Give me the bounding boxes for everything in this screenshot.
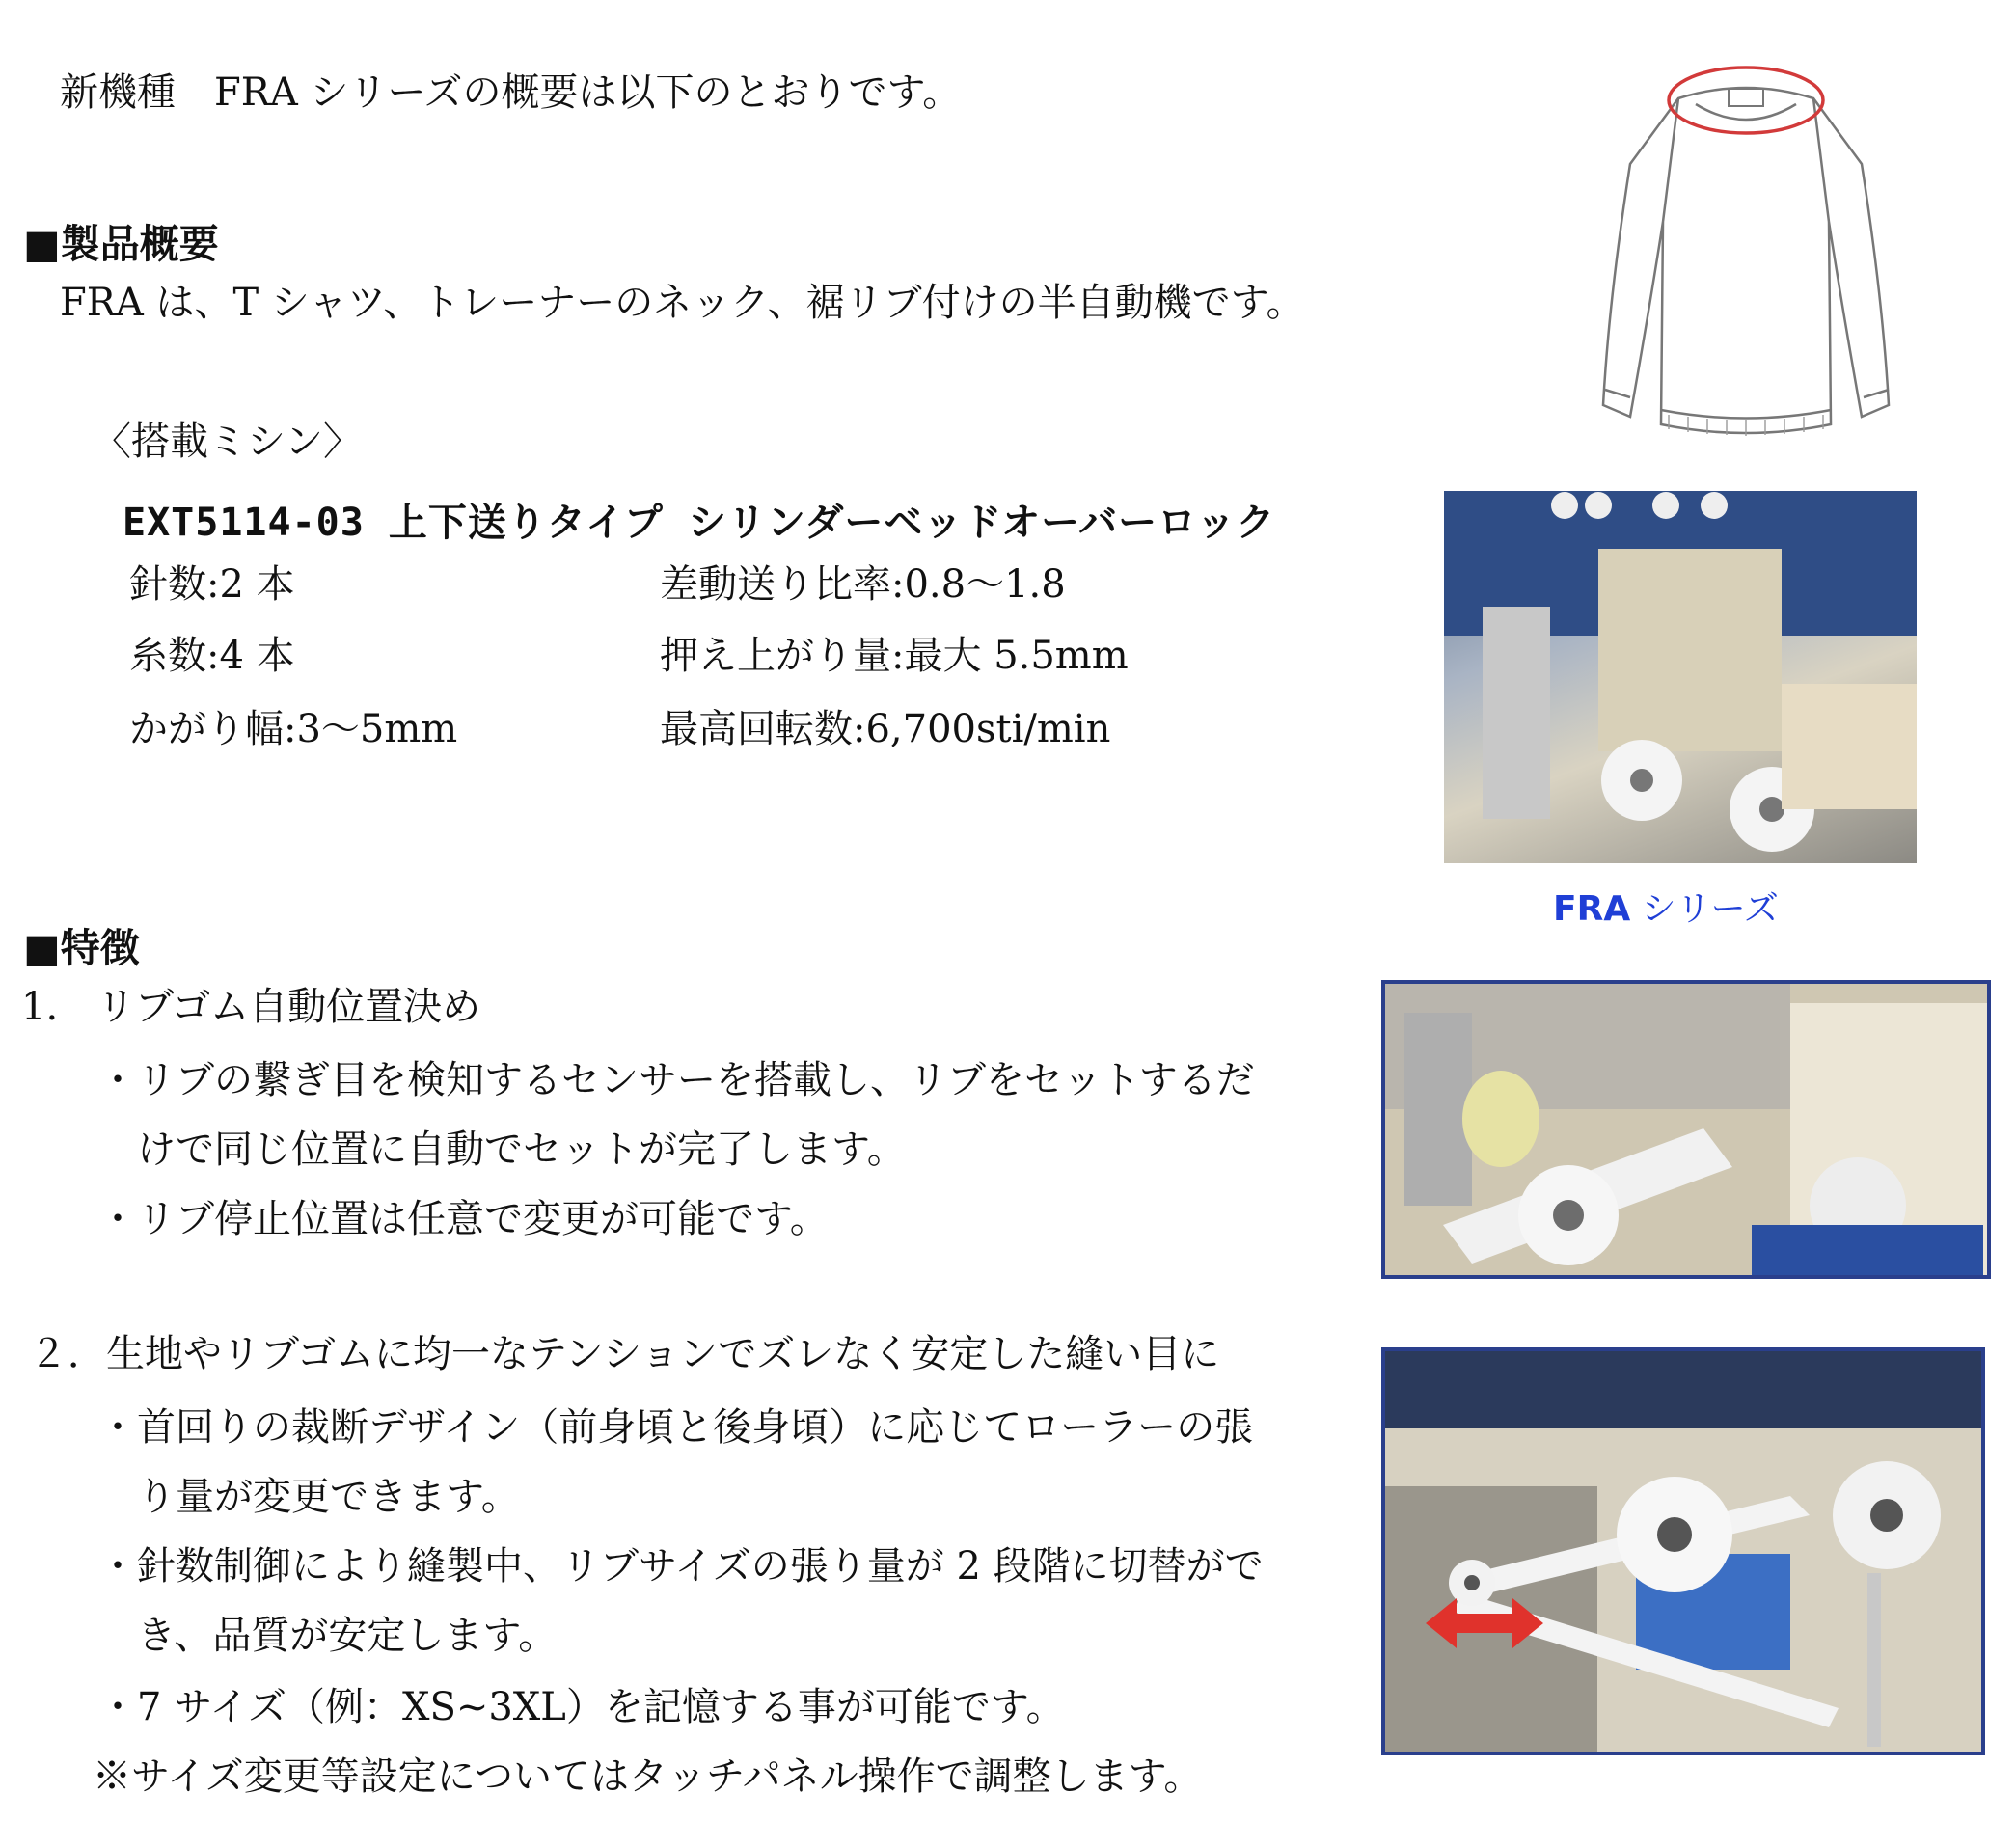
spec-needles: 針数:2 本 xyxy=(129,562,295,607)
roller-tension-photo xyxy=(1381,1347,1985,1755)
caption-model: FRA xyxy=(1553,889,1631,929)
feature-2-line-2: り量が変更できます。 xyxy=(137,1475,520,1519)
feature-2-title: ２．生地やリブゴムに均一なテンションでズレなく安定した縫い目に xyxy=(29,1332,1220,1376)
features-heading: ■特徴 xyxy=(23,925,140,971)
feature-1-line-2: けで同じ位置に自動でセットが完了します。 xyxy=(137,1128,906,1172)
intro-text: 新機種 FRA シリーズの概要は以下のとおりです。 xyxy=(60,70,962,115)
feature-1-line-3: ・リブ停止位置は任意で変更が可能です。 xyxy=(98,1197,829,1241)
spec-max-speed: 最高回転数:6,700sti/min xyxy=(660,707,1111,751)
machine-label: 〈搭載ミシン〉 xyxy=(93,420,362,464)
photo-caption xyxy=(1553,882,1779,931)
spec-presser-lift: 押え上がり量:最大 5.5mm xyxy=(660,634,1129,678)
feature-2-line-3: ・針数制御により縫製中、リブサイズの張り量が 2 段階に切替がで xyxy=(98,1544,1264,1589)
overview-text: FRA は、T シャツ、トレーナーのネック、裾リブ付けの半自動機です。 xyxy=(60,281,1305,325)
overview-heading: ■製品概要 xyxy=(23,221,219,267)
double-arrow-icon xyxy=(1424,1594,1545,1652)
feature-2-line-5: ・7 サイズ（例：XS~3XL）を記憶する事が可能です。 xyxy=(98,1685,1065,1729)
feature-2-line-4: き、品質が安定します。 xyxy=(137,1614,558,1658)
feature-2-line-1: ・首回りの裁断デザイン（前身頃と後身頃）に応じてローラーの張 xyxy=(98,1405,1254,1450)
fra-machine-photo xyxy=(1444,491,1917,863)
spec-stitch-width: かがり幅:3〜5mm xyxy=(129,707,458,751)
feature-1-line-1: ・リブの繋ぎ目を検知するセンサーを搭載し、リブをセットするだ xyxy=(98,1058,1255,1102)
machine-model: EXT5114-03 上下送りタイプ シリンダーベッドオーバーロック xyxy=(123,501,1276,545)
rib-sensor-photo xyxy=(1381,980,1991,1279)
caption-series: シリーズ xyxy=(1641,889,1779,929)
feature-1-title: 1. リブゴム自動位置決め xyxy=(21,985,481,1029)
spec-threads: 糸数:4 本 xyxy=(129,634,295,678)
spec-differential-feed: 差動送り比率:0.8〜1.8 xyxy=(660,562,1066,607)
feature-2-note: ※サイズ変更等設定についてはタッチパネル操作で調整します。 xyxy=(93,1754,1203,1799)
sweater-illustration-icon xyxy=(1582,58,1891,453)
